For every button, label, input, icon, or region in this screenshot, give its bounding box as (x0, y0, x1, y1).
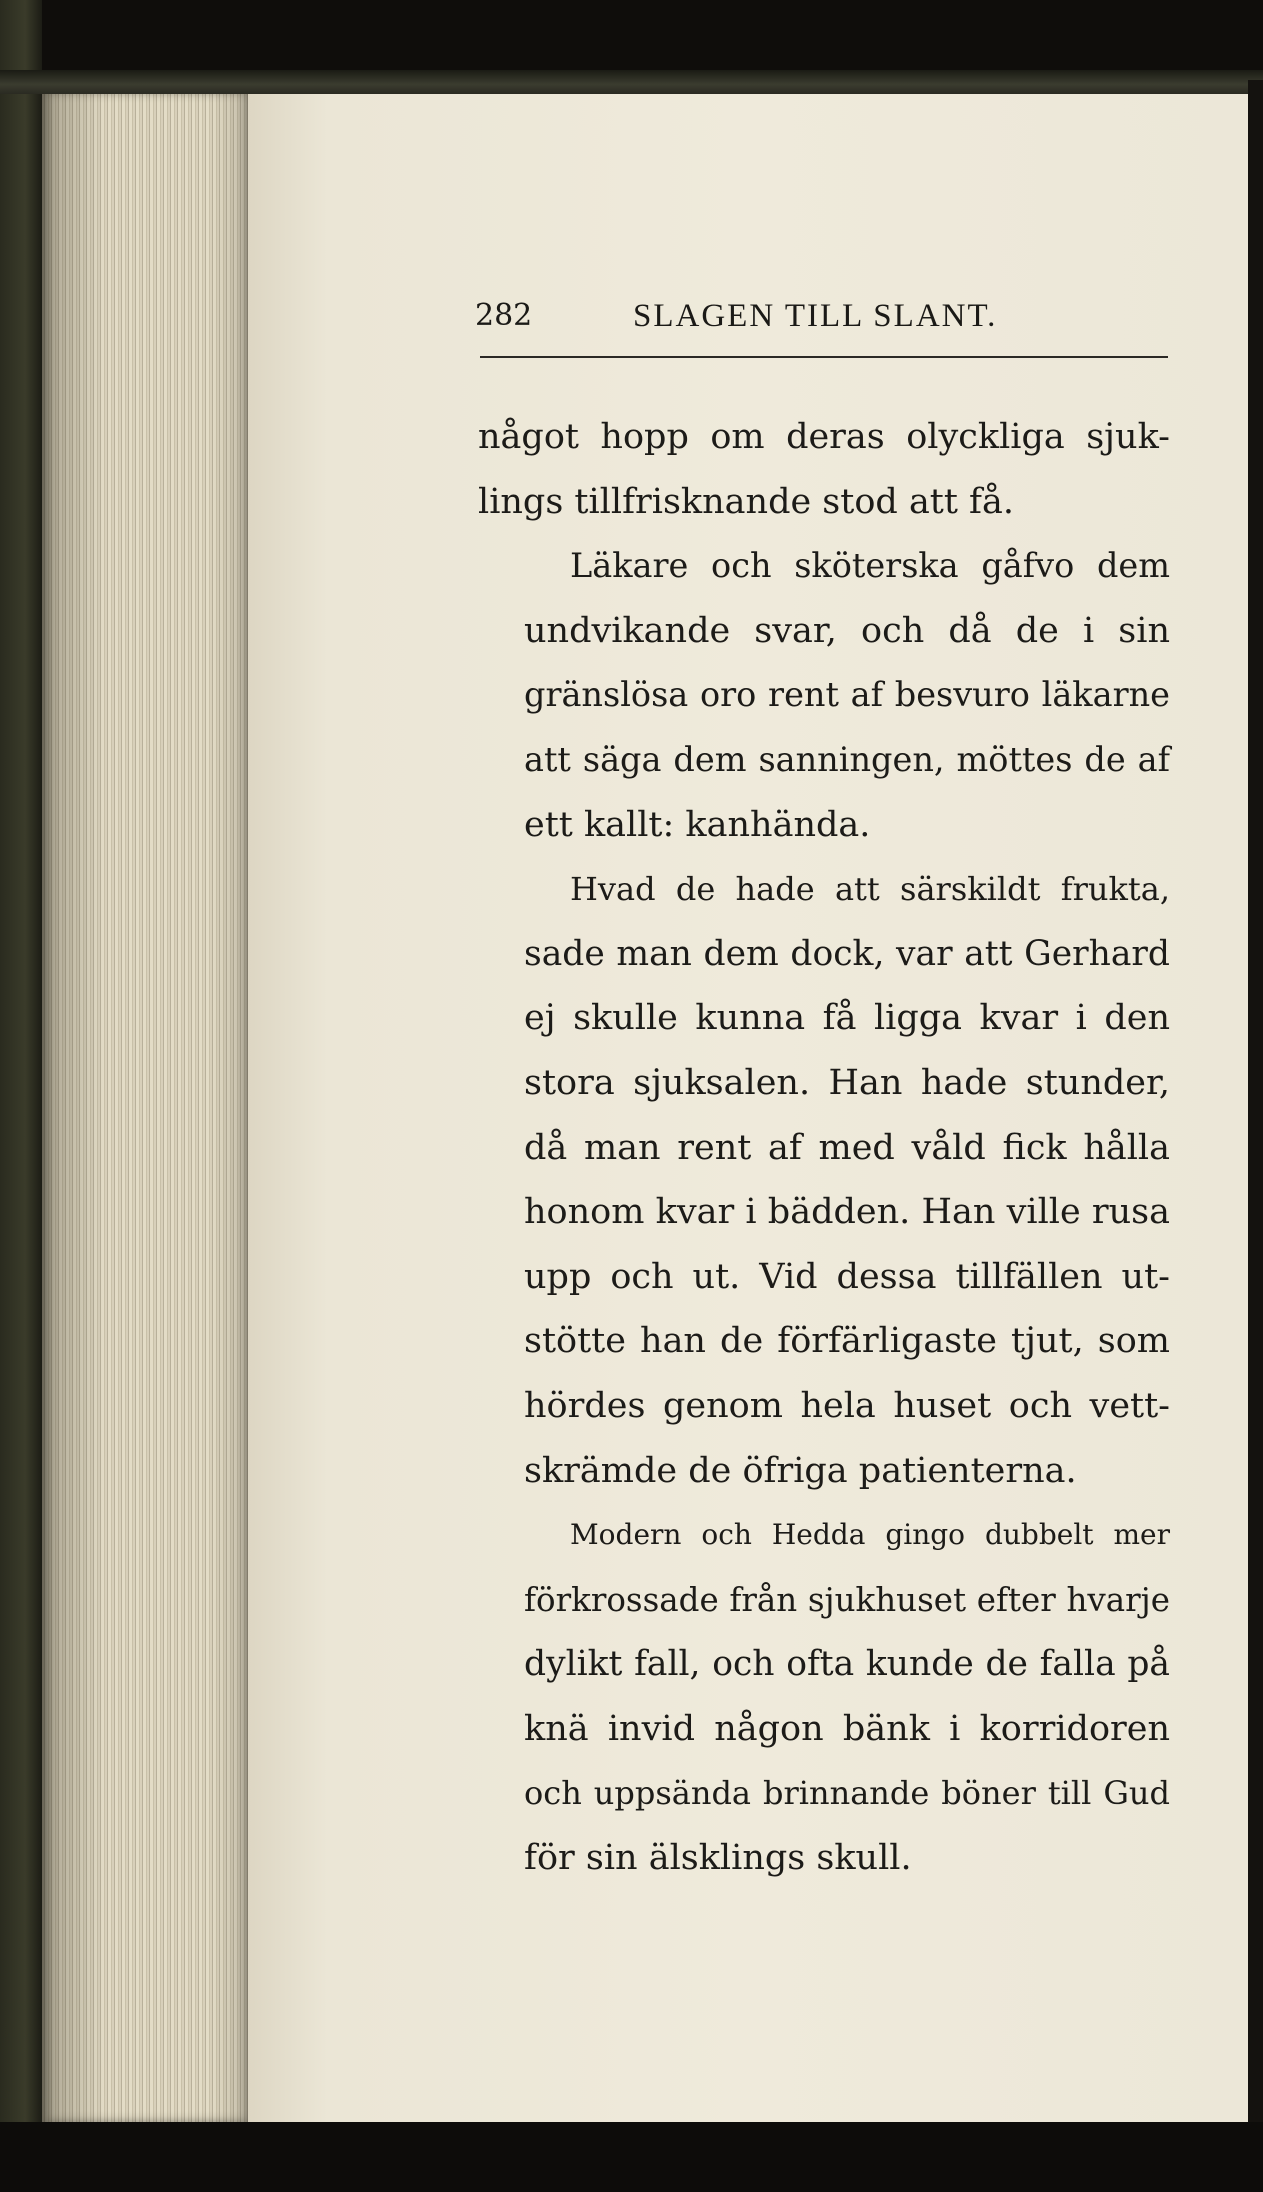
body-text (478, 405, 1170, 1891)
text-line: och uppsända brinnande böner till Gud (524, 1774, 1170, 1813)
book-binding (0, 0, 42, 2192)
running-head (475, 298, 1175, 338)
background-right (1248, 80, 1263, 2192)
paragraph (478, 534, 1170, 857)
text-line: stötte han de förfärligaste tjut, som (524, 1321, 1170, 1362)
book-cover-top-edge (0, 70, 1263, 94)
paragraph (478, 1503, 1170, 1891)
background-bottom (0, 2122, 1263, 2192)
text-line: att säga dem sanningen, möttes de af (524, 739, 1170, 779)
text-line: ett kallt: kanhända. (524, 804, 871, 845)
page-block-edges (42, 92, 252, 2122)
text-line: honom kvar i bädden. Han ville rusa (524, 1192, 1170, 1233)
text-line: gränslösa oro rent af besvuro läkarne (524, 675, 1170, 715)
text-line: skrämde de öfriga patienterna. (524, 1450, 1077, 1491)
text-line: något hopp om deras olyckliga sjuk- (478, 417, 1170, 457)
text-line: Hvad de hade att särskildt frukta, (570, 870, 1170, 909)
running-title: SLAGEN TILL SLANT. (633, 298, 998, 334)
text-line: lings tillfrisknande stod att få. (478, 481, 1015, 522)
text-line: förkrossade från sjukhuset efter hvarje (524, 1580, 1170, 1619)
text-line: Modern och Hedda gingo dubbelt mer (570, 1518, 1170, 1552)
text-line: hördes genom hela huset och vett- (524, 1385, 1170, 1426)
text-line: för sin älsklings skull. (524, 1838, 912, 1879)
paragraph (478, 857, 1170, 1503)
text-line: stora sjuksalen. Han hade stunder, (524, 1062, 1170, 1103)
text-line: dylikt fall, och ofta kunde de falla på (524, 1644, 1170, 1685)
page-number: 282 (475, 298, 533, 333)
text-line: upp och ut. Vid dessa tillfällen ut- (524, 1256, 1170, 1297)
text-line: då man rent af med våld fick hålla (524, 1127, 1170, 1168)
header-rule (480, 356, 1168, 358)
text-line: ej skulle kunna få ligga kvar i den (524, 998, 1170, 1039)
text-line: sade man dem dock, var att Gerhard (524, 933, 1170, 974)
text-line: Läkare och sköterska gåfvo dem (570, 546, 1170, 586)
text-line: undvikande svar, och då de i sin (524, 610, 1170, 651)
paragraph (478, 405, 1170, 534)
text-line: knä invid någon bänk i korridoren (524, 1708, 1170, 1749)
